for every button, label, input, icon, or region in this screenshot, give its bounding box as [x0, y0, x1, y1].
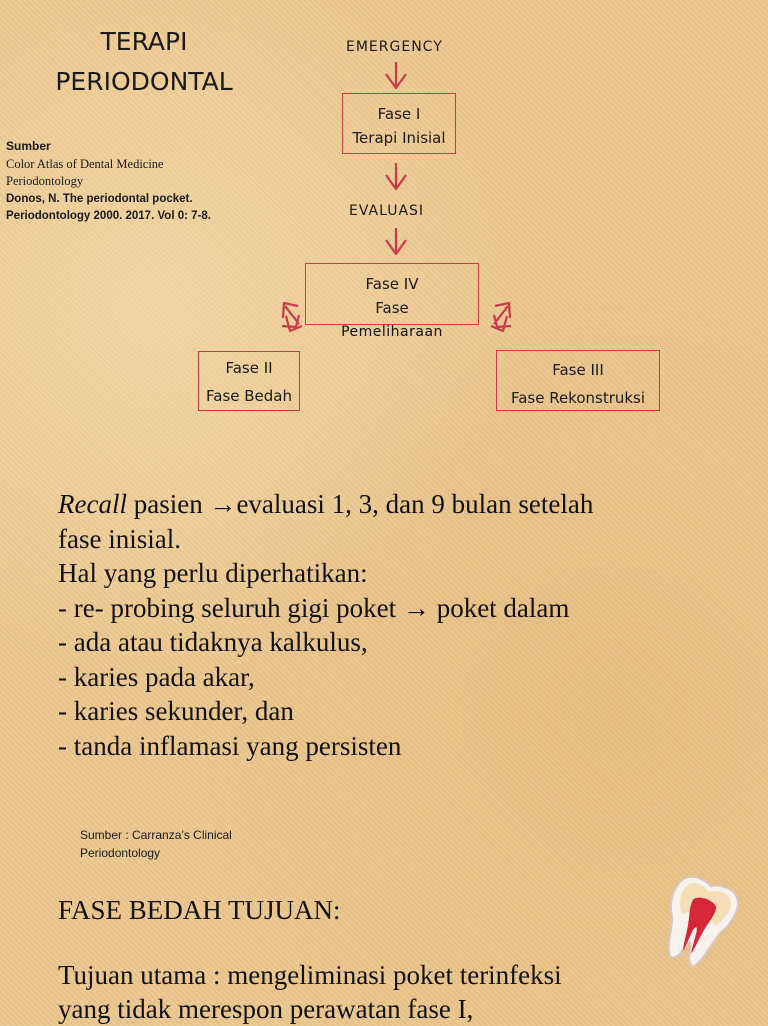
fase-2-desc: Fase Bedah	[206, 387, 292, 405]
fase-3-name: Fase III	[552, 361, 604, 379]
fase-1-name: Fase I	[377, 105, 421, 123]
fase-4-name: Fase IV	[365, 275, 419, 293]
fase-2-box	[198, 351, 300, 411]
source-reference-2	[80, 826, 232, 862]
tujuan-text	[58, 958, 562, 1026]
list-item	[58, 591, 758, 626]
recall-line-2: fase inisial.	[58, 523, 181, 554]
list-item: - karies sekunder, dan	[58, 696, 294, 726]
source2-line-1: Sumber : Carranza’s Clinical	[80, 828, 232, 842]
list-item: - ada atau tidaknya kalkulus,	[58, 627, 368, 657]
fase-4-box	[305, 263, 479, 325]
fase-1-desc: Terapi Inisial	[352, 129, 446, 147]
fase-2-name: Fase II	[225, 359, 273, 377]
source-line-2: Periodontology	[6, 174, 84, 188]
recall-line-3: Hal yang perlu diperhatikan:	[58, 558, 368, 588]
fase-3-box	[496, 350, 660, 411]
source2-line-2: Periodontology	[80, 846, 161, 860]
list-item: - tanda inflamasi yang persisten	[58, 730, 402, 761]
arrow-right-icon: →	[402, 592, 430, 623]
tooth-icon	[650, 872, 746, 972]
recall-italic: Recall	[58, 489, 127, 519]
source-label: Sumber	[6, 139, 51, 153]
list-item: - karies pada akar,	[58, 661, 255, 692]
double-arrow-icon	[282, 303, 302, 331]
recall-text-2: evaluasi 1, 3, dan 9 bulan setelah	[236, 489, 594, 519]
fase-1-box	[342, 93, 456, 154]
arrow-down-icon	[386, 62, 406, 88]
title-line-2: PERIODONTAL	[55, 67, 233, 96]
tujuan-line-2: yang tidak merespon perawatan fase I,	[58, 994, 474, 1024]
fase-4-desc: Fase	[375, 299, 409, 317]
arrow-down-icon	[386, 228, 406, 254]
fase-4-desc-2: Pemeliharaan	[341, 324, 443, 340]
tujuan-line-1: Tujuan utama : mengeliminasi poket terinfeksi	[58, 960, 562, 990]
double-arrow-icon	[491, 303, 511, 331]
source-line-1: Color Atlas of Dental Medicine	[6, 156, 164, 171]
recall-line-1	[58, 487, 758, 522]
fase-3-desc: Fase Rekonstruksi	[510, 389, 646, 407]
fase-bedah-heading: FASE BEDAH TUJUAN:	[58, 895, 341, 925]
arrow-right-icon: →	[209, 489, 237, 519]
source-line-3: Donos, N. The periodontal pocket.	[6, 192, 193, 205]
item-1-a: - re- probing seluruh gigi poket	[58, 592, 403, 623]
title-line-1: TERAPI	[100, 27, 188, 56]
recall-text-1: pasien	[126, 489, 210, 519]
source-line-4: Periodontology 2000. 2017. Vol 0: 7-8.	[6, 210, 211, 222]
evaluasi-label: EVALUASI	[349, 203, 425, 219]
emergency-label: EMERGENCY	[346, 39, 443, 55]
arrow-down-icon	[386, 163, 406, 189]
recall-section	[58, 487, 758, 763]
item-1-b: poket dalam	[429, 592, 570, 623]
